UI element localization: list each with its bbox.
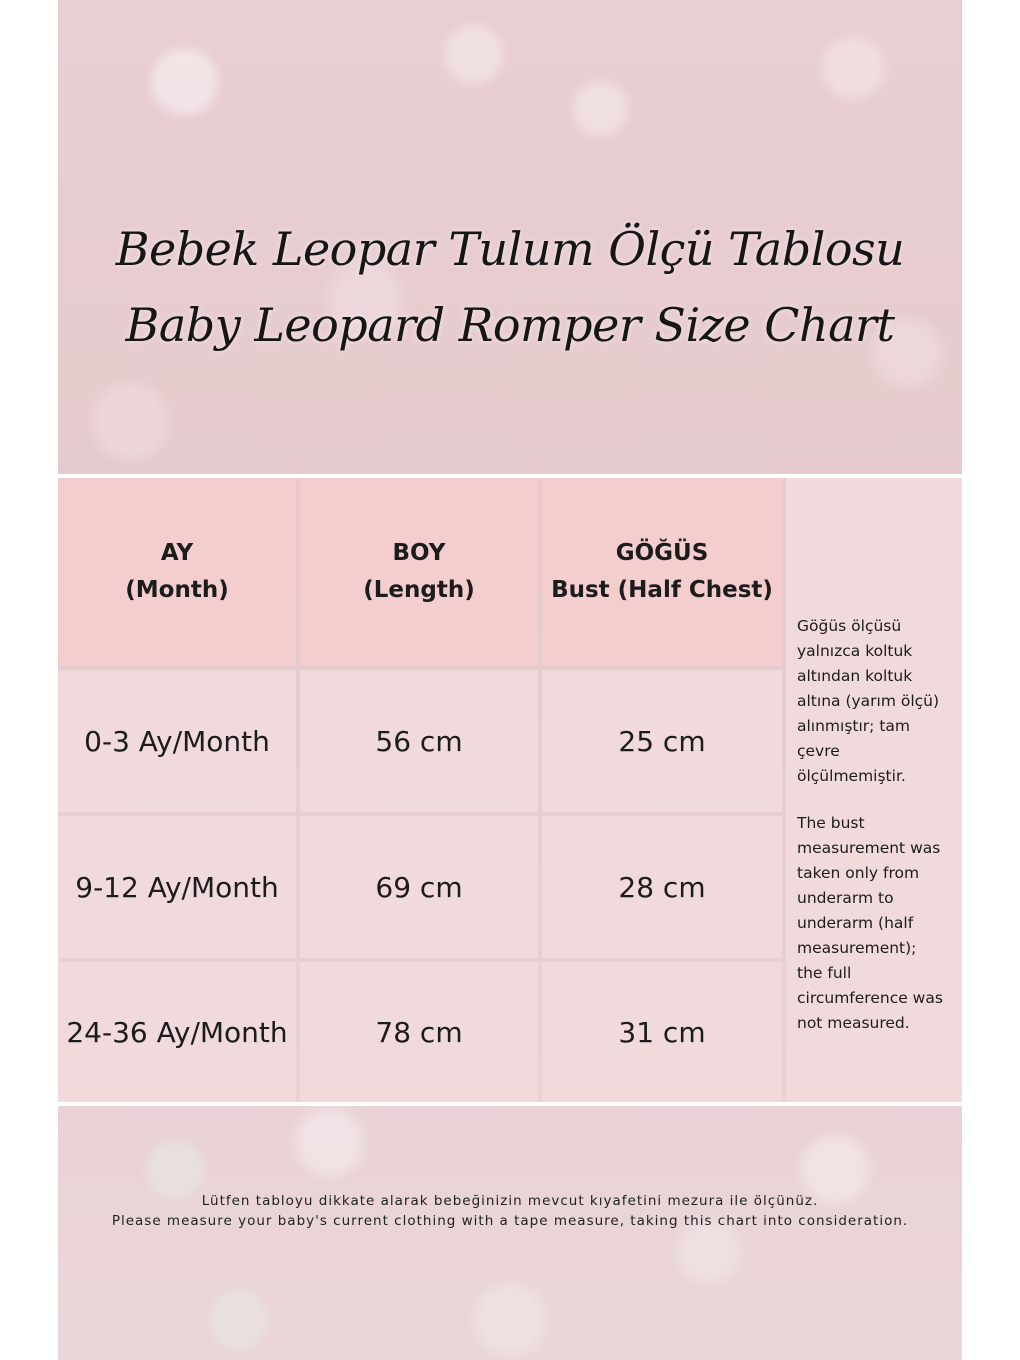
header-length-en: (Length): [363, 577, 475, 603]
row2-month: 9-12 Ay/Month: [58, 816, 296, 958]
header-length: [300, 478, 538, 666]
footer-note-tr: Lütfen tabloyu dikkate alarak bebeğinizin mevcut kıyafetini mezura ile ölçünüz.: [201, 1193, 819, 1209]
header-bust-tr: GÖĞÜS: [615, 540, 709, 566]
header-bust: [542, 478, 782, 666]
size-chart-card: [58, 0, 962, 1360]
header-month-en: (Month): [125, 577, 229, 603]
header-bust-en: Bust (Half Chest): [551, 577, 773, 603]
row1-month: 0-3 Ay/Month: [58, 670, 296, 812]
row1-bust: 25 cm: [542, 670, 782, 812]
title-turkish: Bebek Leopar Tulum Ölçü Tablosu: [115, 222, 905, 276]
row2-length: 69 cm: [300, 816, 538, 958]
row3-length: 78 cm: [300, 962, 538, 1102]
header-length-tr: BOY: [392, 540, 446, 566]
row1-length: 56 cm: [300, 670, 538, 812]
header-month: [58, 478, 296, 666]
row2-bust: 28 cm: [542, 816, 782, 958]
row3-month: 24-36 Ay/Month: [58, 962, 296, 1102]
bust-note-tr: Göğüs ölçüsü yalnızca koltuk altından koltuk altına (yarım ölçü) alınmıştır; tam çevre ölçülmemiştir.: [797, 617, 940, 785]
title-english: Baby Leopard Romper Size Chart: [125, 298, 895, 352]
row3-bust: 31 cm: [542, 962, 782, 1102]
footer-note-en: Please measure your baby's current clothing with a tape measure, taking this chart into consideration.: [111, 1213, 909, 1229]
bust-note: [786, 478, 962, 1102]
bust-note-en: The bust measurement was taken only from underarm to underarm (half measurement); the full circumference was not measured.: [797, 814, 943, 1032]
header-month-tr: AY: [160, 540, 194, 566]
size-table: [58, 474, 962, 1106]
